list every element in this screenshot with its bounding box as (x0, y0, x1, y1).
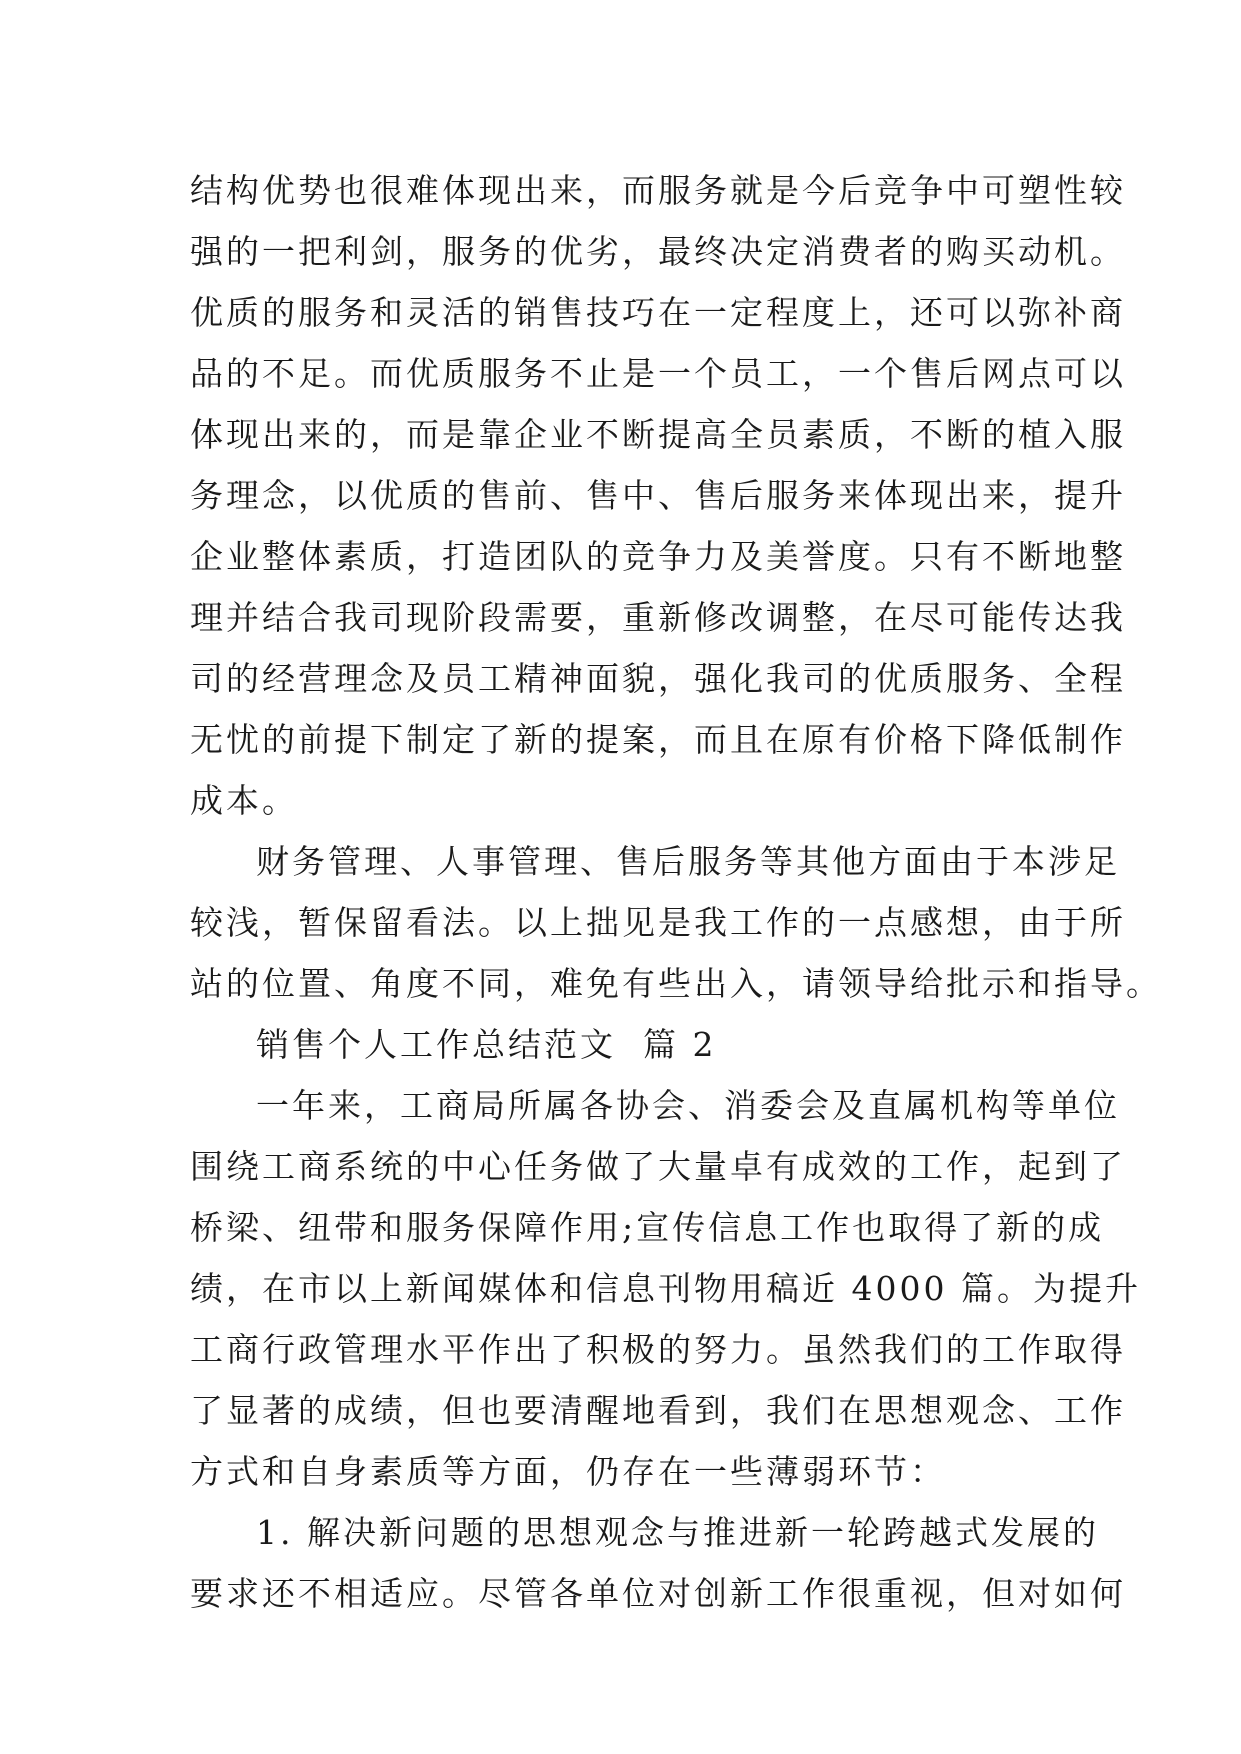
text-line: 绩，在市以上新闻媒体和信息刊物用稿近 4000 篇。为提升 (190, 1269, 1141, 1308)
section-heading (190, 1014, 1060, 1075)
text-line: 了显著的成绩，但也要清醒地看到，我们在思想观念、工作 (190, 1391, 1126, 1430)
text-line: 优质的服务和灵活的销售技巧在一定程度上，还可以弥补商 (190, 293, 1126, 332)
text-line: 成本。 (190, 781, 298, 820)
text-line: 站的位置、角度不同，难免有些出入，请领导给批示和指导。 (190, 964, 1162, 1003)
text-line: 无忧的前提下制定了新的提案，而且在原有价格下降低制作 (190, 720, 1126, 759)
text-line: 1. 解决新问题的思想观念与推进新一轮跨越式发展的 (256, 1513, 1099, 1552)
text-line: 较浅，暂保留看法。以上拙见是我工作的一点感想，由于所 (190, 903, 1126, 942)
text-line: 体现出来的，而是靠企业不断提高全员素质，不断的植入服 (190, 415, 1126, 454)
text-line: 企业整体素质，打造团队的竞争力及美誉度。只有不断地整 (190, 537, 1126, 576)
text-line: 品的不足。而优质服务不止是一个员工，一个售后网点可以 (190, 354, 1126, 393)
text-line: 要求还不相适应。尽管各单位对创新工作很重视，但对如何 (190, 1574, 1126, 1613)
text-line: 司的经营理念及员工精神面貌，强化我司的优质服务、全程 (190, 659, 1126, 698)
text-line: 桥梁、纽带和服务保障作用;宣传信息工作也取得了新的成 (190, 1208, 1105, 1247)
paragraph-service (190, 160, 1126, 831)
paragraph-annual-review (190, 1075, 1141, 1502)
text-line: 财务管理、人事管理、售后服务等其他方面由于本涉足 (256, 842, 1120, 881)
paragraph-management (190, 831, 1162, 1014)
paragraph-item-1 (190, 1502, 1126, 1624)
text-line: 工商行政管理水平作出了积极的努力。虽然我们的工作取得 (190, 1330, 1126, 1369)
text-line: 务理念，以优质的售前、售中、售后服务来体现出来，提升 (190, 476, 1126, 515)
text-line: 理并结合我司现阶段需要，重新修改调整，在尽可能传达我 (190, 598, 1126, 637)
heading-text: 销售个人工作总结范文 篇 2 (256, 1025, 717, 1064)
text-line: 围绕工商系统的中心任务做了大量卓有成效的工作，起到了 (190, 1147, 1126, 1186)
text-line: 一年来，工商局所属各协会、消委会及直属机构等单位 (256, 1086, 1120, 1125)
document-body (190, 160, 1162, 1624)
text-line: 结构优势也很难体现出来，而服务就是今后竞争中可塑性较 (190, 171, 1126, 210)
text-line: 方式和自身素质等方面，仍存在一些薄弱环节： (190, 1452, 946, 1491)
text-line: 强的一把利剑，服务的优劣，最终决定消费者的购买动机。 (190, 232, 1126, 271)
